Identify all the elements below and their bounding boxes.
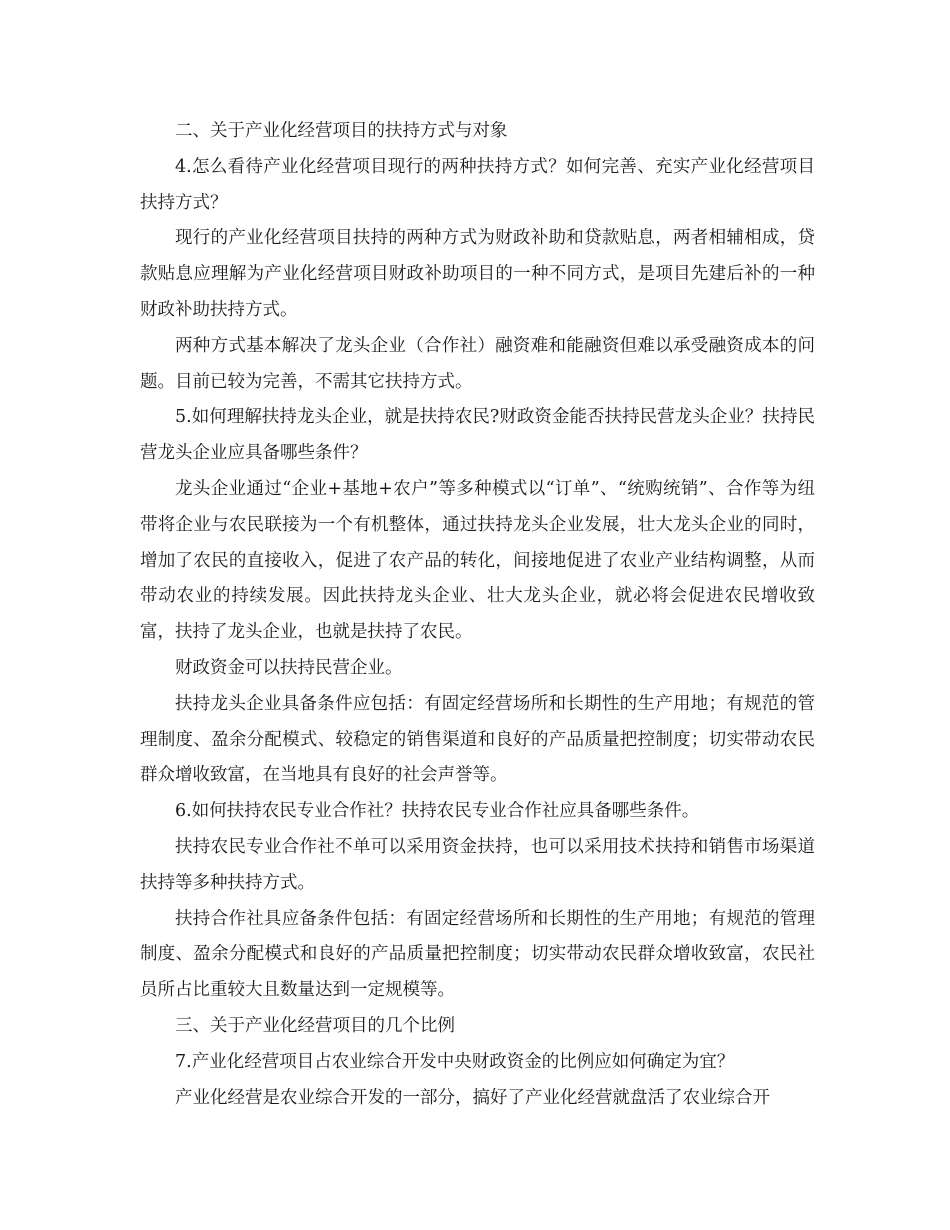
answer-4-paragraph-2: 两种方式基本解决了龙头企业（合作社）融资难和能融资但难以承受融资成本的问题。目前已较为完善，不需其它扶持方式。 xyxy=(140,335,815,392)
document-body xyxy=(140,114,815,1116)
section-heading-3: 三、关于产业化经营项目的几个比例 xyxy=(175,1015,455,1036)
question-7: 7.产业化经营项目占农业综合开发中央财政资金的比例应如何确定为宜？ xyxy=(175,1051,735,1072)
answer-4-paragraph-1: 现行的产业化经营项目扶持的两种方式为财政补助和贷款贴息，两者相辅相成，贷款贴息应理解为产业化经营项目财政补助项目的一种不同方式，是项目先建后补的一种财政补助扶持方式。 xyxy=(140,228,815,320)
question-6: 6.如何扶持农民专业合作社？扶持农民专业合作社应具备哪些条件。 xyxy=(175,801,700,822)
answer-6-paragraph-1: 扶持农民专业合作社不单可以采用资金扶持，也可以采用技术扶持和销售市场渠道扶持等多种扶持方式。 xyxy=(140,836,815,893)
answer-5-paragraph-1: 龙头企业通过“企业+基地+农户”等多种模式以“订单”、“统购统销”、合作等为纽带将企业与农民联接为一个有机整体，通过扶持龙头企业发展，壮大龙头企业的同时，增加了农民的直接收入，促进了农产品的转化，间接地促进了农业产业结构调整，从而带动农业的持续发展。因此扶持龙头企业、壮大龙头企业，就必将会促进农民增收致富，扶持了龙头企业，也就是扶持了农民。 xyxy=(140,478,815,643)
question-4: 4.怎么看待产业化经营项目现行的两种扶持方式？如何完善、充实产业化经营项目扶持方式？ xyxy=(140,156,815,213)
question-5: 5.如何理解扶持龙头企业，就是扶持农民?财政资金能否扶持民营龙头企业？扶持民营龙头企业应具备哪些条件？ xyxy=(140,407,815,464)
answer-5-paragraph-2: 财政资金可以扶持民营企业。 xyxy=(175,657,403,678)
section-heading-2: 二、关于产业化经营项目的扶持方式与对象 xyxy=(175,121,508,141)
answer-6-paragraph-2: 扶持合作社具应备条件包括：有固定经营场所和长期性的生产用地；有规范的管理制度、盈余分配模式和良好的产品质量把控制度；切实带动农民群众增收致富，农民社员所占比重较大且数量达到一定规模等。 xyxy=(140,908,815,1001)
answer-7-paragraph-1: 产业化经营是农业综合开发的一部分，搞好了产业化经营就盘活了农业综合开 xyxy=(175,1087,770,1108)
answer-5-paragraph-3: 扶持龙头企业具备条件应包括：有固定经营场所和长期性的生产用地；有规范的管理制度、盈余分配模式、较稳定的销售渠道和良好的产品质量把控制度；切实带动农民群众增收致富，在当地具有良好的社会声誉等。 xyxy=(140,693,815,786)
